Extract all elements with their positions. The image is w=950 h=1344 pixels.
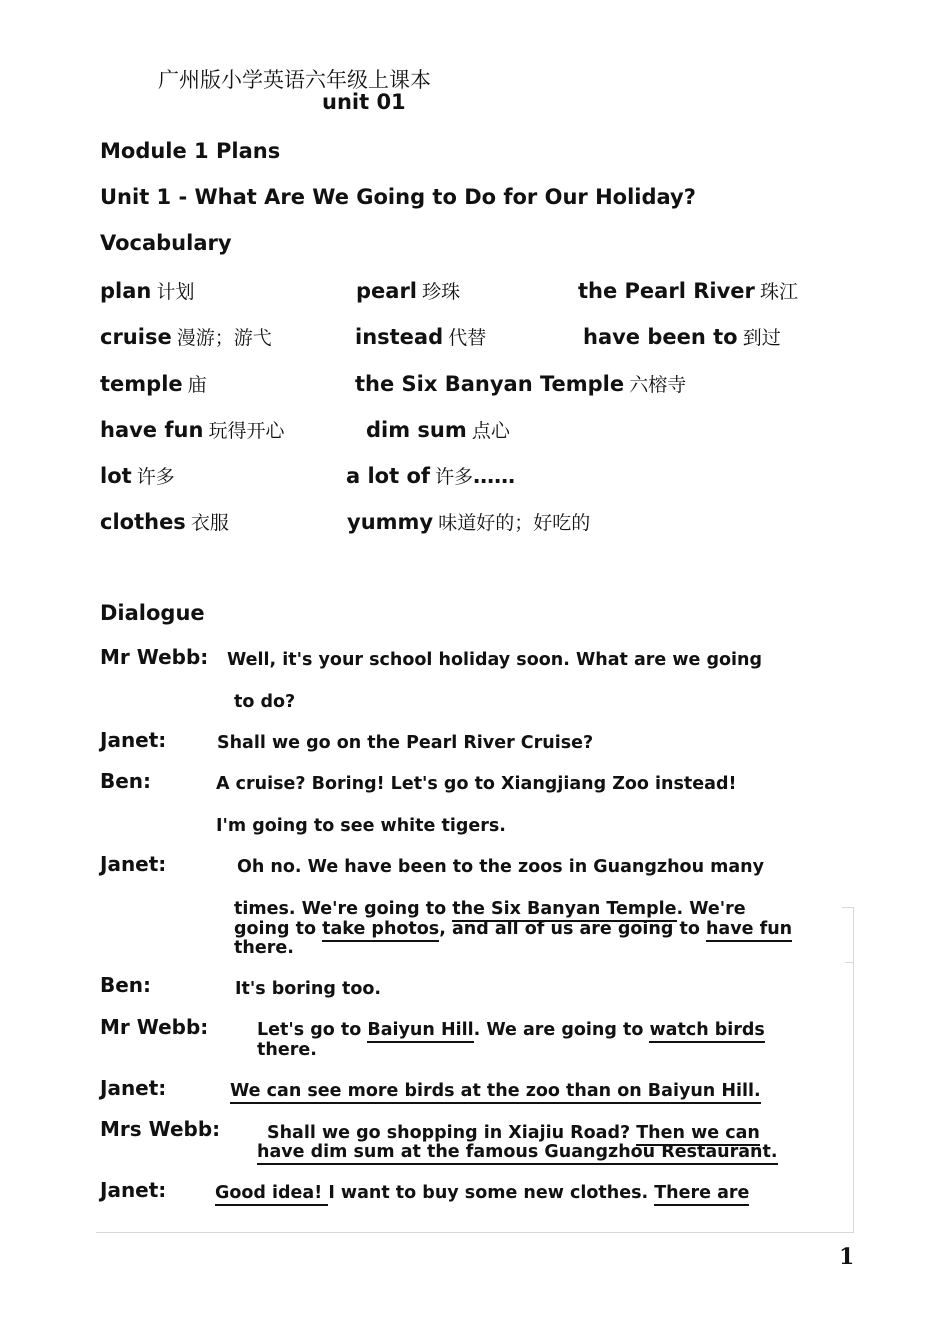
vocab-item xyxy=(100,323,272,350)
vocab-word: have fun xyxy=(100,418,204,442)
vocab-word: yummy xyxy=(347,510,434,534)
vocab-meaning: 珍珠 xyxy=(422,281,461,303)
underlined-phrase: watch birds xyxy=(649,1020,764,1043)
vocab-meaning: 许多 xyxy=(435,466,474,488)
vocab-word: have been to xyxy=(583,325,738,349)
dialogue-line: to do? xyxy=(234,692,296,712)
dialogue-line xyxy=(215,1183,749,1203)
vocab-item xyxy=(356,277,460,304)
vocab-meaning: 六榕寺 xyxy=(629,374,687,396)
text-run: , and all of us are going to xyxy=(439,919,706,939)
speaker-label: Janet: xyxy=(100,728,167,752)
dialogue-line: A cruise? Boring! Let's go to Xiangjiang Zoo instead! xyxy=(216,774,737,794)
vocab-word: temple xyxy=(100,372,183,396)
vocab-word: dim sum xyxy=(366,418,467,442)
text-run: . We're xyxy=(676,899,746,919)
underlined-phrase: the Six Banyan Temple xyxy=(452,899,676,922)
dialogue-line: We can see more birds at the zoo than on Baiyun Hill. xyxy=(230,1081,761,1104)
vocabulary-heading: Vocabulary xyxy=(100,231,232,255)
unit-code: unit 01 xyxy=(322,90,406,114)
vocab-meaning: 代替 xyxy=(448,327,487,349)
dialogue-line: Oh no. We have been to the zoos in Guangzhou many xyxy=(237,857,765,877)
vocab-item xyxy=(100,416,285,443)
table-border xyxy=(845,962,854,963)
vocab-item xyxy=(100,508,229,535)
speaker-label: Ben: xyxy=(100,769,152,793)
speaker-label: Mrs Webb: xyxy=(100,1117,221,1141)
underlined-phrase: take photos xyxy=(322,919,439,942)
dialogue-line xyxy=(234,919,792,939)
vocab-word: clothes xyxy=(100,510,186,534)
dialogue-line xyxy=(267,1123,760,1143)
vocab-word: plan xyxy=(100,279,152,303)
table-border xyxy=(853,907,854,1232)
underlined-phrase: Then we can xyxy=(636,1123,760,1146)
vocab-item xyxy=(347,508,590,535)
vocab-item xyxy=(100,462,175,489)
vocab-meaning: 庙 xyxy=(187,374,207,396)
speaker-label: Mr Webb: xyxy=(100,1015,209,1039)
vocab-meaning: 衣服 xyxy=(190,512,229,534)
vocab-item xyxy=(100,277,194,304)
vocab-word: the Pearl River xyxy=(578,279,755,303)
table-border xyxy=(842,907,854,908)
text-run: going to xyxy=(234,919,323,939)
page-number: 1 xyxy=(839,1244,855,1270)
book-title: 广州版小学英语六年级上课本 xyxy=(158,68,431,92)
vocab-meaning: 漫游；游弋 xyxy=(176,327,272,349)
vocab-word: cruise xyxy=(100,325,172,349)
vocab-meaning: 味道好的；好吃的 xyxy=(438,512,591,534)
text-run: I want to buy some new clothes. xyxy=(328,1183,655,1203)
speaker-label: Janet: xyxy=(100,1178,167,1202)
vocab-item xyxy=(355,323,486,350)
vocab-meaning: 计划 xyxy=(156,281,195,303)
vocab-item xyxy=(346,462,515,489)
vocab-word: lot xyxy=(100,464,132,488)
dialogue-line: I'm going to see white tigers. xyxy=(216,816,506,836)
vocab-word: instead xyxy=(355,325,444,349)
speaker-label: Janet: xyxy=(100,1076,167,1100)
dialogue-line: Well, it's your school holiday soon. What are we going xyxy=(227,650,763,670)
vocab-word: a lot of xyxy=(346,464,431,488)
dialogue-heading: Dialogue xyxy=(100,601,205,625)
dialogue-line: have dim sum at the famous Guangzhou Restaurant. xyxy=(257,1142,778,1165)
text-run: Shall we go shopping in Xiajiu Road? xyxy=(267,1123,637,1143)
speaker-label: Mr Webb: xyxy=(100,645,209,669)
vocab-meaning: 玩得开心 xyxy=(208,420,285,442)
underlined-phrase: Baiyun Hill xyxy=(367,1020,473,1043)
module-title: Module 1 Plans xyxy=(100,139,281,163)
speaker-label: Ben: xyxy=(100,973,152,997)
vocab-word: pearl xyxy=(356,279,418,303)
vocab-meaning: 点心 xyxy=(471,420,510,442)
dialogue-line: there. xyxy=(234,938,294,958)
speaker-label: Janet: xyxy=(100,852,167,876)
vocab-item xyxy=(578,277,798,304)
vocab-meaning: 许多 xyxy=(136,466,175,488)
dialogue-line: It's boring too. xyxy=(235,979,382,999)
vocab-item xyxy=(100,370,207,397)
table-border xyxy=(96,1232,854,1233)
dialogue-line xyxy=(257,1020,765,1040)
dialogue-line: there. xyxy=(257,1040,317,1060)
vocab-item xyxy=(355,370,686,397)
vocab-meaning: 珠江 xyxy=(759,281,798,303)
text-run: Let's go to xyxy=(257,1020,368,1040)
vocab-word: the Six Banyan Temple xyxy=(355,372,625,396)
text-run: times. We're going to xyxy=(234,899,453,919)
vocab-ellipsis: …… xyxy=(473,464,516,488)
dialogue-line xyxy=(234,899,746,919)
underlined-phrase: There are xyxy=(654,1183,749,1206)
unit-title: Unit 1 - What Are We Going to Do for Our Holiday? xyxy=(100,185,696,209)
underlined-phrase: have fun xyxy=(706,919,792,942)
underlined-phrase: Good idea! xyxy=(215,1183,328,1206)
dialogue-line: Shall we go on the Pearl River Cruise? xyxy=(217,733,594,753)
text-run: . We are going to xyxy=(473,1020,650,1040)
vocab-item xyxy=(583,323,781,350)
vocab-item xyxy=(366,416,510,443)
vocab-meaning: 到过 xyxy=(742,327,781,349)
